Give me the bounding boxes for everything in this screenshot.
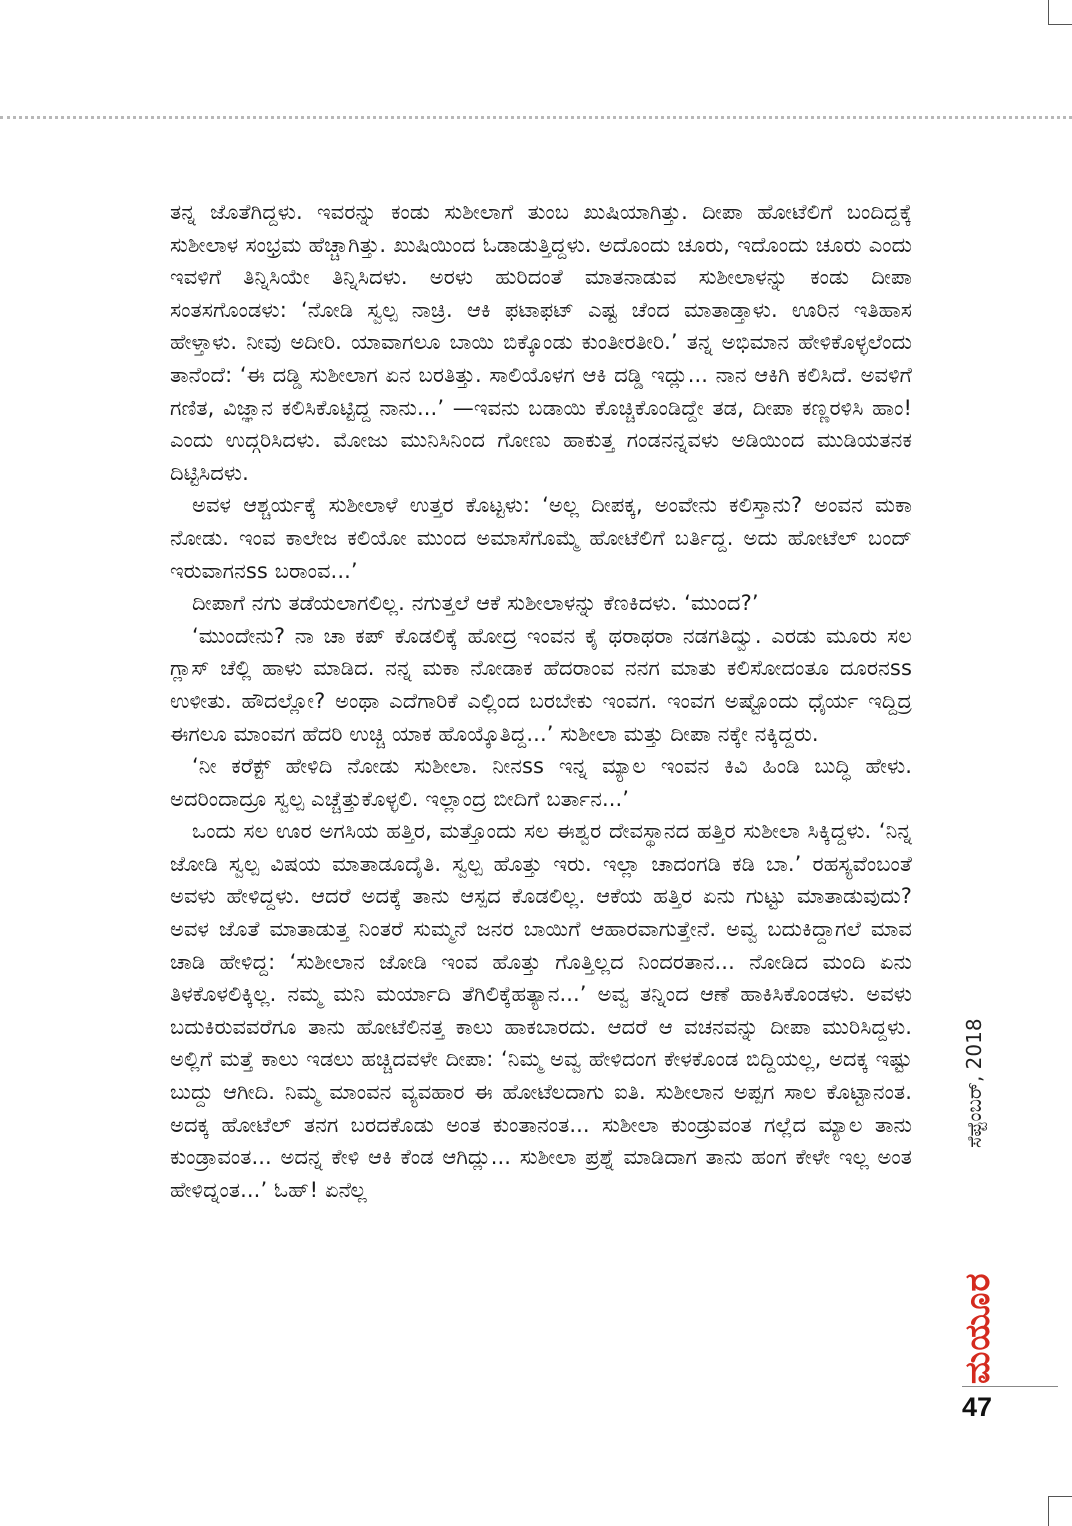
article-body [170,196,912,1206]
page-number-rule [962,1386,1058,1387]
paragraph: ದೀಪಾಗೆ ನಗು ತಡೆಯಲಾಗಲಿಲ್ಲ. ನಗುತ್ತಲೆ ಆಕೆ ಸುಶೀಲಾಳನ್ನು ಕೆಣಕಿದಳು. ‘ಮುಂದ?’ [192,591,759,616]
paragraph: ತನ್ನ ಜೊತೆಗಿದ್ದಳು. ಇವರನ್ನು ಕಂಡು ಸುಶೀಲಾಗೆ ತುಂಬ ಖುಷಿಯಾಗಿತ್ತು. ದೀಪಾ ಹೋಟೆಲಿಗೆ ಬಂದಿದ್ದಕ್ಕೆ ಸುಶೀಲಾಳ ಸಂಭ್ರಮ ಹೆಚ್ಚಾಗಿತ್ತು. ಖುಷಿಯಿಂದ ಓಡಾಡುತ್ತಿದ್ದಳು. ಅದೊಂದು ಚೂರು, ಇದೊಂದು ಚೂರು ಎಂದು ಇವಳಿಗೆ ತಿನ್ನಿಸಿಯೇ ತಿನ್ನಿಸಿದಳು. ಅರಳು ಹುರಿದಂತೆ ಮಾತನಾಡುವ ಸುಶೀಲಾಳನ್ನು ಕಂಡು ದೀಪಾ ಸಂತಸಗೊಂಡಳು: ‘ನೋಡಿ ಸ್ವಲ್ಪ ನಾಚ್ರಿ. ಆಕಿ ಫಟಾಫಟ್ ಎಷ್ಟ ಚೆಂದ ಮಾತಾಡ್ತಾಳು. ಊರಿನ ಇತಿಹಾಸ ಹೇಳ್ತಾಳು. ನೀವು ಅದೀರಿ. ಯಾವಾಗಲೂ ಬಾಯಿ ಬಿಕ್ಕೊಂಡು ಕುಂತೀರತೀರಿ.’ ತನ್ನ ಅಭಿಮಾನ ಹೇಳಿಕೊಳ್ಳಲೆಂದು ತಾನೆಂದೆ: ‘ಈ ದಡ್ಡಿ ಸುಶೀಲಾಗ ಏನ ಬರತಿತ್ತು. ಸಾಲಿಯೊಳಗ ಆಕಿ ದಡ್ಡಿ ಇದ್ಲು... ನಾನ ಆಕಿಗಿ ಕಲಿಸಿದೆ. ಅವಳಿಗೆ ಗಣಿತ, ವಿಜ್ಞಾನ ಕಲಿಸಿಕೊಟ್ಟಿದ್ದ ನಾನು...’ —ಇವನು ಬಡಾಯಿ ಕೊಚ್ಚಿಕೊಂಡಿದ್ದೇ ತಡ, ದೀಪಾ ಕಣ್ಣರಳಿಸಿ ಹಾಂ! ಎಂದು ಉದ್ಗರಿಸಿದಳು. ಮೋಜು ಮುನಿಸಿನಿಂದ ಗೋಣು ಹಾಕುತ್ತ ಗಂಡನನ್ನವಳು ಅಡಿಯಿಂದ ಮುಡಿಯತನಕ ದಿಟ್ಟಿಸಿದಳು. [170,200,912,485]
crop-mark-top-right [1048,0,1072,25]
crop-mark-bottom-right [1048,1496,1072,1526]
paragraph: ‘ಮುಂದೇನು? ನಾ ಚಾ ಕಪ್ ಕೊಡಲಿಕ್ಕೆ ಹೋದ್ರ ಇಂವನ ಕೈ ಥರಾಥರಾ ನಡಗತಿದ್ವು. ಎರಡು ಮೂರು ಸಲ ಗ್ಲಾಸ್ ಚೆಲ್ಲಿ ಹಾಳು ಮಾಡಿದ. ನನ್ನ ಮಕಾ ನೋಡಾಕ ಹೆದರಾಂವ ನನಗ ಮಾತು ಕಲಿಸೋದಂತೂ ದೂರನss ಉಳೀತು. ಹೌದಲ್ಲೋ? ಅಂಥಾ ಎದೆಗಾರಿಕೆ ಎಲ್ಲಿಂದ ಬರಬೇಕು ಇಂವಗ. ಇಂವಗ ಅಷ್ಟೊಂದು ಧೈರ್ಯ ಇದ್ದಿದ್ರ ಈಗಲೂ ಮಾಂವಗ ಹೆದರಿ ಉಚ್ಚಿ ಯಾಕ ಹೊಯ್ಕೊತಿದ್ದ...’ ಸುಶೀಲಾ ಮತ್ತು ದೀಪಾ ನಕ್ಕೇ ನಕ್ಕಿದ್ದರು. [170,623,912,746]
paragraph: ಒಂದು ಸಲ ಊರ ಅಗಸಿಯ ಹತ್ತಿರ, ಮತ್ತೊಂದು ಸಲ ಈಶ್ವರ ದೇವಸ್ಥಾನದ ಹತ್ತಿರ ಸುಶೀಲಾ ಸಿಕ್ಕಿದ್ದಳು. ‘ನಿನ್ನ ಜೋಡಿ ಸ್ವಲ್ಪ ವಿಷಯ ಮಾತಾಡೂದೈತಿ. ಸ್ವಲ್ಪ ಹೊತ್ತು ಇರು. ಇಲ್ಲಾ ಚಾದಂಗಡಿ ಕಡಿ ಬಾ.’ ರಹಸ್ಯವೆಂಬಂತೆ ಅವಳು ಹೇಳಿದ್ದಳು. ಆದರೆ ಅದಕ್ಕೆ ತಾನು ಆಸ್ಪದ ಕೊಡಲಿಲ್ಲ. ಆಕೆಯ ಹತ್ತಿರ ಏನು ಗುಟ್ಟು ಮಾತಾಡುವುದು? ಅವಳ ಜೊತೆ ಮಾತಾಡುತ್ತ ನಿಂತರೆ ಸುಮ್ಮನೆ ಜನರ ಬಾಯಿಗೆ ಆಹಾರವಾಗುತ್ತೇನೆ. ಅವ್ವ ಬದುಕಿದ್ದಾಗಲೆ ಮಾವ ಚಾಡಿ ಹೇಳಿದ್ದ: ‘ಸುಶೀಲಾನ ಜೋಡಿ ಇಂವ ಹೊತ್ತು ಗೊತ್ತಿಲ್ಲದ ನಿಂದರತಾನ... ನೋಡಿದ ಮಂದಿ ಏನು ತಿಳಕೊಳಲಿಕ್ಕಿಲ್ಲ. ನಮ್ಮ ಮನಿ ಮರ್ಯಾದಿ ತೆಗಿಲಿಕ್ಕೆಹತ್ಯಾನ...’ ಅವ್ವ ತನ್ನಿಂದ ಆಣೆ ಹಾಕಿಸಿಕೊಂಡಳು. ಅವಳು ಬದುಕಿರುವವರೆಗೂ ತಾನು ಹೋಟೆಲಿನತ್ತ ಕಾಲು ಹಾಕಬಾರದು. ಆದರೆ ಆ ವಚನವನ್ನು ದೀಪಾ ಮುರಿಸಿದ್ದಳು. ಅಲ್ಲಿಗೆ ಮತ್ತೆ ಕಾಲು ಇಡಲು ಹಚ್ಚಿದವಳೇ ದೀಪಾ: ‘ನಿಮ್ಮ ಅವ್ವ ಹೇಳಿದಂಗ ಕೇಳಕೊಂಡ ಬಿದ್ದಿಯಲ್ಲ, ಅದಕ್ಕ ಇಷ್ಟು ಬುದ್ದು ಆಗೀದಿ. ನಿಮ್ಮ ಮಾಂವನ ವ್ಯವಹಾರ ಈ ಹೋಟೆಲದಾಗು ಐತಿ. ಸುಶೀಲಾನ ಅಪ್ಪಗ ಸಾಲ ಕೊಟ್ಟಾನಂತ. ಅದಕ್ಕ ಹೋಟೆಲ್ ತನಗ ಬರದಕೊಡು ಅಂತ ಕುಂತಾನಂತ... ಸುಶೀಲಾ ಕುಂಡ್ರುವಂತ ಗಲ್ಲೆದ ಮ್ಯಾಲ ತಾನು ಕುಂಡ್ರಾವಂತ... ಅದನ್ನ ಕೇಳಿ ಆಕಿ ಕೆಂಡ ಆಗಿದ್ಲು... ಸುಶೀಲಾ ಪ್ರಶ್ನೆ ಮಾಡಿದಾಗ ತಾನು ಹಂಗ ಕೇಳೇ ಇಲ್ಲ ಅಂತ ಹೇಳಿದ್ನಂತ...’ ಓಹ್! ಏನೆಲ್ಲ [170,819,912,1202]
paragraph: ಅವಳ ಆಶ್ಚರ್ಯಕ್ಕೆ ಸುಶೀಲಾಳೆ ಉತ್ತರ ಕೊಟ್ಟಳು: ‘ಅಲ್ಲ ದೀಪಕ್ಕ, ಅಂವೇನು ಕಲಿಸ್ತಾನು? ಅಂವನ ಮಕಾ ನೋಡು. ಇಂವ ಕಾಲೇಜ ಕಲಿಯೋ ಮುಂದ ಅಮಾಸೆಗೊಮ್ಮೆ ಹೋಟೆಲಿಗೆ ಬರ್ತಿದ್ದ. ಅದು ಹೋಟೆಲ್ ಬಂದ್ ಇರುವಾಗನss ಬರಾಂವ...’ [170,493,912,583]
header-dotted-rule [0,116,1072,119]
paragraph: ‘ನೀ ಕರೆಕ್ಟ್ ಹೇಳಿದಿ ನೋಡು ಸುಶೀಲಾ. ನೀನss ಇನ್ನ ಮ್ಯಾಲ ಇಂವನ ಕಿವಿ ಹಿಂಡಿ ಬುದ್ಧಿ ಹೇಳು. ಅದರಿಂದಾದ್ರೂ ಸ್ವಲ್ಪ ಎಚ್ಚೆತ್ತುಕೊಳ್ಳಲಿ. ಇಲ್ಲಾಂದ್ರ ಬೀದಿಗೆ ಬರ್ತಾನ...’ [170,754,912,811]
magazine-logo: ಮಯೂರ [958,1272,998,1384]
page-number: 47 [962,1392,993,1422]
issue-date: ಸೆಪ್ಟೆಂಬರ್, 2018 [962,1018,986,1148]
